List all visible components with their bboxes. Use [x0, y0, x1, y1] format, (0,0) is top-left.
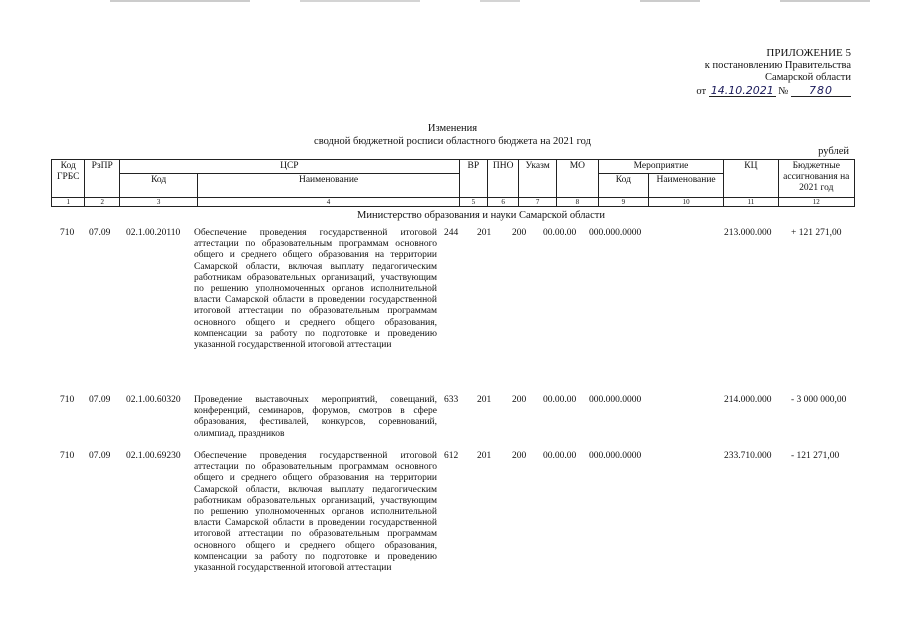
handwritten-date: 14.10.2021: [710, 83, 774, 97]
header-kc: КЦ: [724, 160, 778, 198]
cell-grbs: 710: [60, 451, 75, 461]
header-budget: Бюджетные ассигнования на 2021 год: [778, 160, 854, 198]
appendix-line-1: к постановлению Правительства: [704, 59, 851, 71]
number-prefix: №: [778, 85, 789, 97]
cell-vr: 612: [444, 451, 459, 461]
appendix-title: ПРИЛОЖЕНИЕ 5: [766, 47, 851, 59]
cell-amount: - 121 271,00: [791, 451, 840, 461]
cell-kc: 233.710.000: [724, 451, 772, 461]
header-kod-grbs: Код ГРБС: [52, 160, 85, 198]
document-title: [0, 122, 905, 148]
cell-vr: 633: [444, 395, 459, 405]
cell-name: Обеспечение проведения государственной итоговой аттестации по образовательным программам основного общего и среднего общего образования на территории Самарской области, включая выплату педагогическим работникам образовательных организаций, участвующим по решению уполномоченных органов исполнительной власти Самарской области в проведении государственной итоговой аттестации по образовательным программам основного общего и среднего общего образования, компенсации за работу по подготовке и проведению указанной государственной итоговой аттестации: [194, 228, 437, 351]
col-num-7: 7: [519, 198, 557, 207]
cell-rzpr: 07.09: [89, 451, 111, 461]
cell-grbs: 710: [60, 395, 75, 405]
col-num-5: 5: [459, 198, 487, 207]
cell-csr: 02.1.00.20110: [126, 228, 181, 238]
cell-amount: + 121 271,00: [791, 228, 842, 238]
appendix-block: [651, 47, 851, 98]
col-num-6: 6: [487, 198, 518, 207]
col-num-12: 12: [778, 198, 854, 207]
cell-rzpr: 07.09: [89, 228, 111, 238]
cell-vr: 244: [444, 228, 459, 238]
cell-kc: 214.000.000: [724, 395, 772, 405]
cell-csr: 02.1.00.60320: [126, 395, 181, 405]
col-num-9: 9: [598, 198, 648, 207]
header-table: [51, 159, 855, 207]
cell-mer: 000.000.0000: [589, 228, 642, 238]
col-num-3: 3: [119, 198, 197, 207]
col-num-4: 4: [198, 198, 459, 207]
header-csr-name: Наименование: [198, 174, 459, 198]
cell-pno: 201: [477, 395, 492, 405]
appendix-line-2: Самарской области: [765, 72, 851, 83]
cell-kc: 213.000.000: [724, 228, 772, 238]
header-ukazm: Указм: [519, 160, 557, 198]
cell-mo: 00.00.00: [543, 395, 577, 405]
cell-name: Проведение выставочных мероприятий, совещаний, конференций, семинаров, форумов, смотров в сфере образования, фестивалей, конкурсов, соревнований, олимпиад, праздников: [194, 395, 437, 439]
cell-mer: 000.000.0000: [589, 395, 642, 405]
header-mer-kod: Код: [598, 174, 648, 198]
title-line-2: сводной бюджетной росписи областного бюджета на 2021 год: [314, 136, 591, 147]
appendix-dateline: [651, 85, 851, 99]
col-num-1: 1: [52, 198, 85, 207]
cell-ukazm: 200: [512, 395, 527, 405]
cell-pno: 201: [477, 228, 492, 238]
cell-csr: 02.1.00.69230: [126, 451, 181, 461]
header-mo: МО: [556, 160, 598, 198]
cell-grbs: 710: [60, 228, 75, 238]
col-num-11: 11: [724, 198, 778, 207]
col-num-10: 10: [648, 198, 723, 207]
units-label: рублей: [818, 146, 849, 157]
header-meropriyatie: Мероприятие: [598, 160, 723, 174]
title-line-1: Изменения: [427, 123, 478, 134]
cell-ukazm: 200: [512, 451, 527, 461]
header-csr-kod: Код: [119, 174, 197, 198]
header-csr: ЦСР: [119, 160, 459, 174]
scan-edge-marks: [0, 0, 905, 8]
ministry-heading: Министерство образования и науки Самарской области: [357, 210, 605, 221]
col-num-2: 2: [85, 198, 120, 207]
cell-mo: 00.00.00: [543, 228, 577, 238]
header-vr: ВР: [459, 160, 487, 198]
header-pno: ПНО: [487, 160, 518, 198]
cell-amount: - 3 000 000,00: [791, 395, 847, 405]
header-mer-name: Наименование: [648, 174, 723, 198]
header-rzpr: РзПР: [85, 160, 120, 198]
handwritten-number: 780: [791, 85, 851, 97]
cell-pno: 201: [477, 451, 492, 461]
col-num-8: 8: [556, 198, 598, 207]
cell-name: Обеспечение проведения государственной итоговой аттестации по образовательным программам основного общего и среднего общего образования на территории Самарской области, включая выплату педагогическим работникам образовательных организаций, участвующим по решению уполномоченных органов исполнительной власти Самарской области в проведении государственной итоговой аттестации по образовательным программам основного общего и среднего общего образования, компенсации за работу по подготовке и проведению указанной государственной итоговой аттестации: [194, 451, 437, 574]
cell-rzpr: 07.09: [89, 395, 111, 405]
cell-mer: 000.000.0000: [589, 451, 642, 461]
cell-mo: 00.00.00: [543, 451, 577, 461]
date-prefix: от: [696, 85, 707, 97]
cell-ukazm: 200: [512, 228, 527, 238]
